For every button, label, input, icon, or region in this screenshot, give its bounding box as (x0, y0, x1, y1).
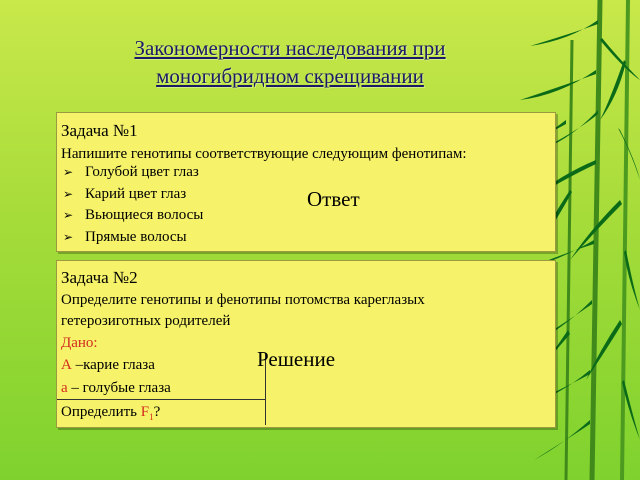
task1-panel (56, 112, 556, 252)
allele-dominant-row (61, 355, 155, 376)
list-item: ➢ Прямые волосы (61, 227, 203, 249)
title-line-1: Закономерности наследования при (134, 36, 446, 60)
allele-recessive-row (61, 378, 171, 399)
arrow-bullet-icon: ➢ (63, 186, 74, 201)
given-label: Дано: (61, 335, 98, 351)
find-subscript: 1 (149, 412, 154, 422)
find-end: ? (153, 404, 161, 420)
list-item: ➢ Карий цвет глаз (61, 184, 203, 206)
title-line-2: моногибридном скрещивании (156, 64, 424, 88)
arrow-bullet-icon: ➢ (63, 165, 74, 179)
list-item: ➢ Голубой цвет глаз (61, 162, 203, 184)
slide-title (60, 34, 520, 90)
list-item: ➢ Вьющиеся волосы (61, 205, 203, 227)
task2-panel (56, 260, 556, 428)
allele-recessive-symbol: а (61, 380, 68, 396)
arrow-bullet-icon: ➢ (63, 208, 74, 222)
task2-prompt-line-2: гетерозиготных родителей (61, 313, 231, 329)
task1-prompt: Напишите генотипы соответствующие следующим фенотипам: (61, 146, 467, 162)
task2-title: Задача №2 (61, 268, 138, 287)
solution-button[interactable]: Решение (257, 347, 336, 371)
find-symbol: F (140, 404, 150, 420)
find-label: Определить (61, 404, 141, 420)
allele-dominant-text: –карие глаза (71, 357, 155, 373)
task1-title: Задача №1 (61, 121, 138, 140)
allele-dominant-symbol: А (61, 357, 72, 373)
task1-phenotype-list (61, 162, 203, 248)
task2-prompt-line-1: Определите генотипы и фенотипы потомства кареглазых (61, 292, 425, 308)
given-divider-horizontal (57, 399, 266, 400)
allele-recessive-text: – голубые глаза (67, 380, 171, 396)
find-row (61, 402, 160, 428)
answer-button[interactable]: Ответ (307, 187, 360, 211)
arrow-bullet-icon: ➢ (63, 229, 74, 244)
